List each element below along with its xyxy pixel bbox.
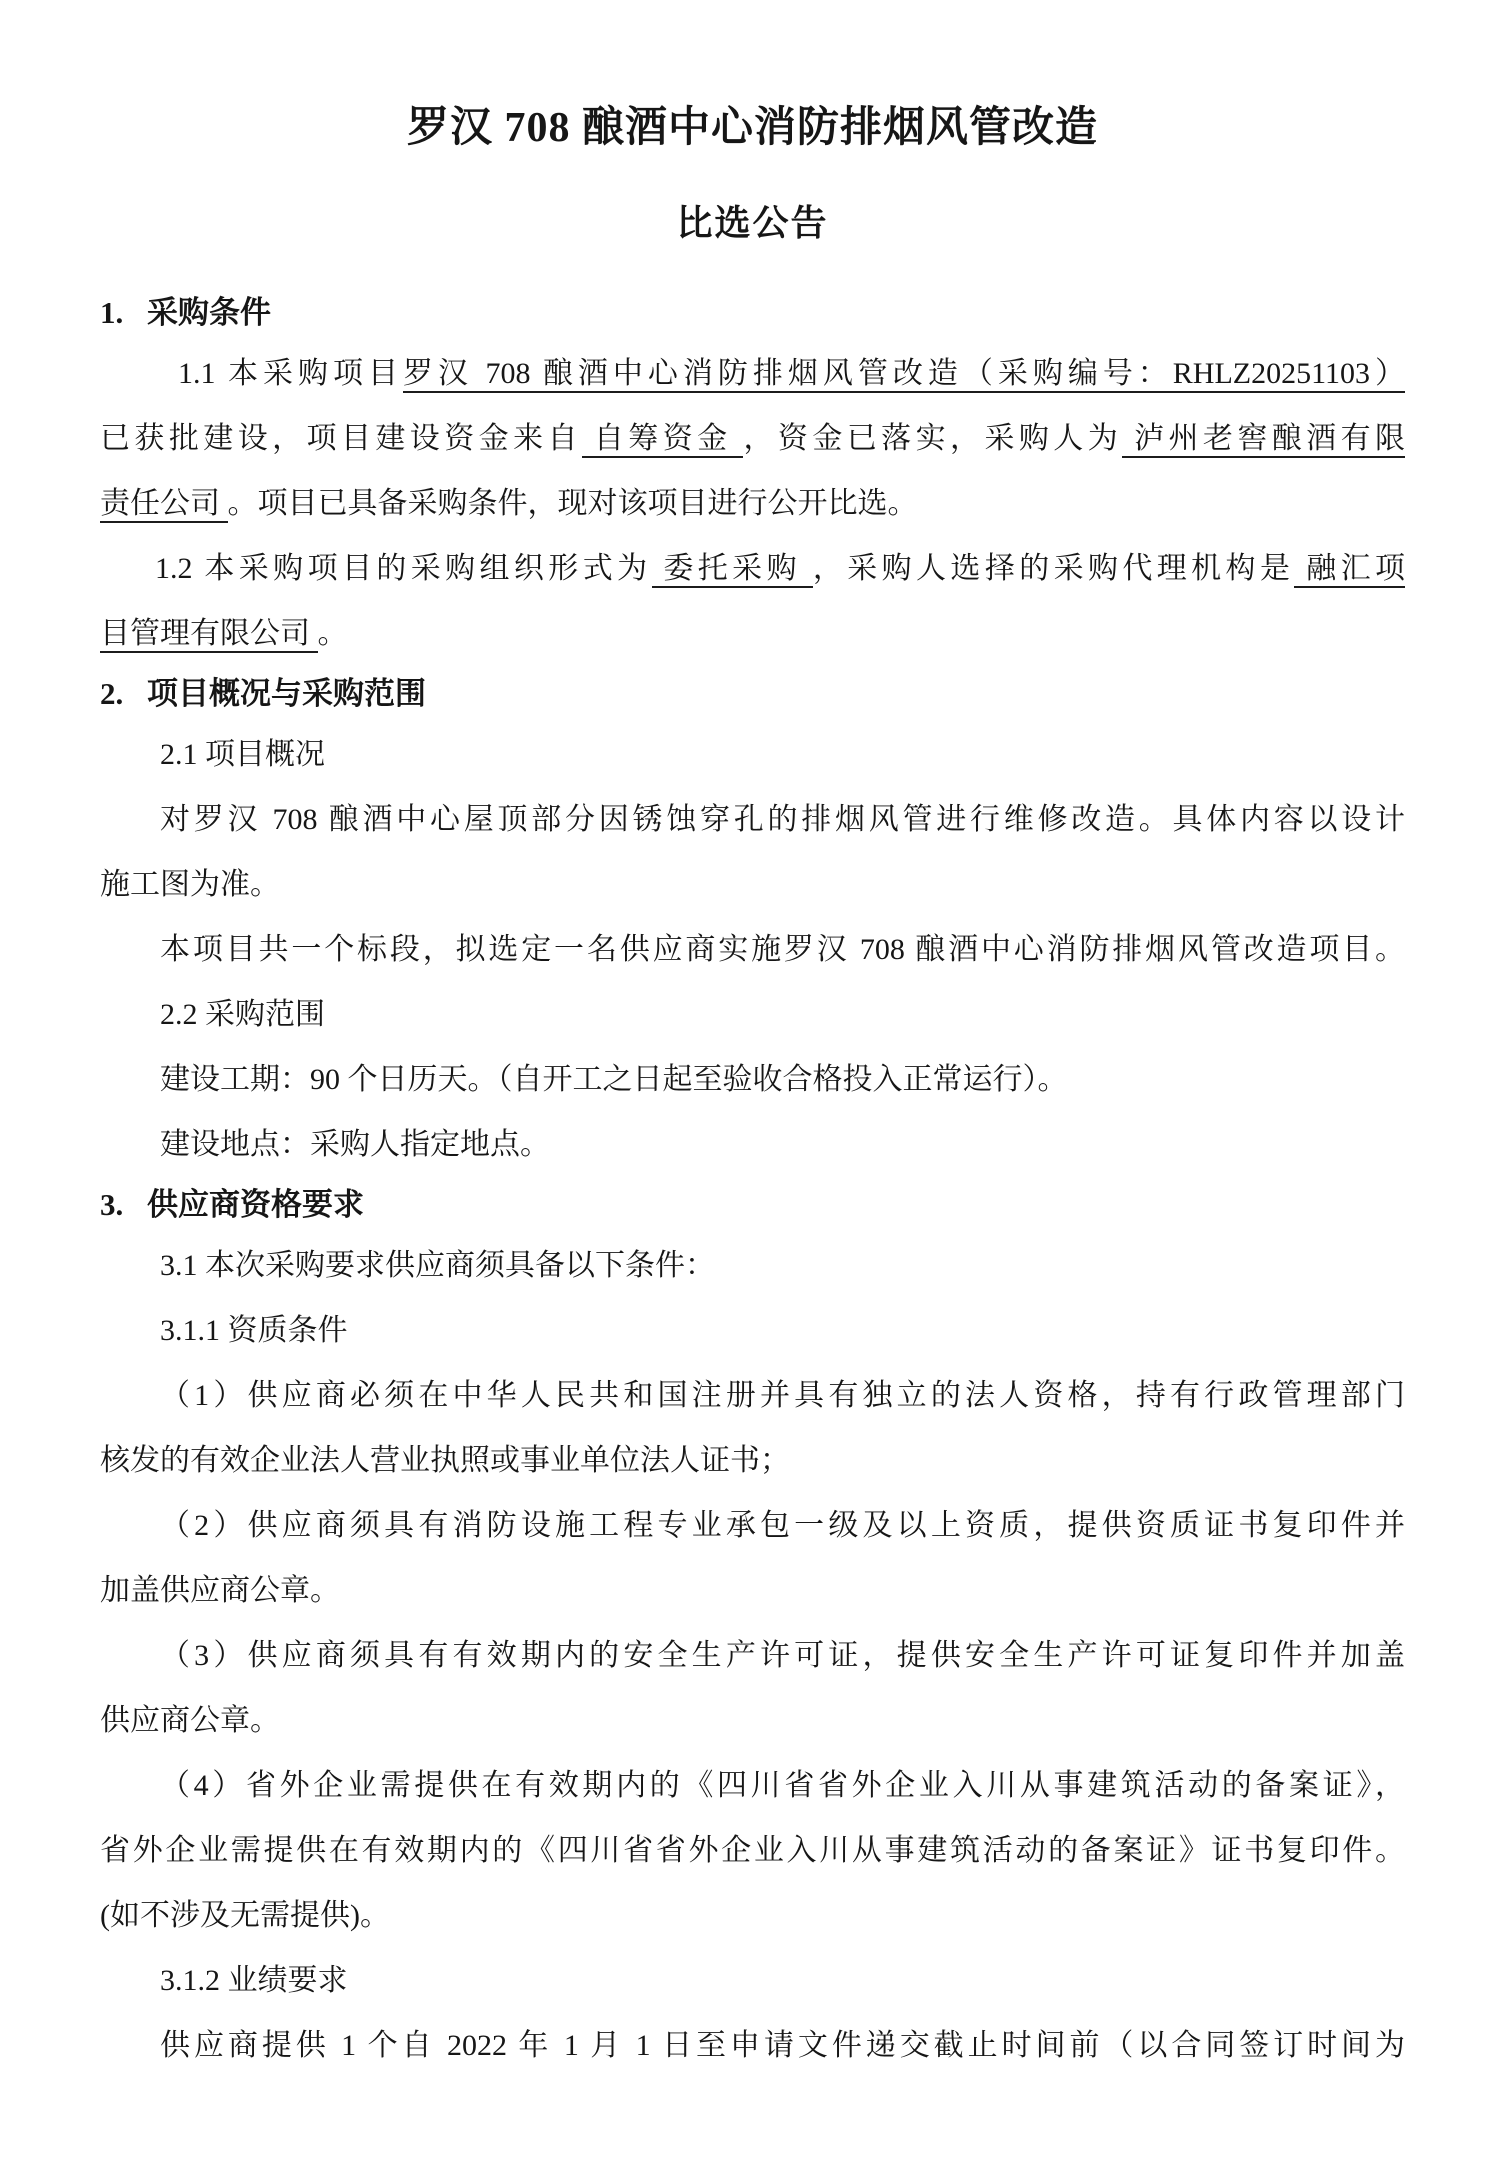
text-segment: 3.1.1 资质条件: [160, 1314, 348, 1347]
text-segment: 核发的有效企业法人营业执照或事业单位法人证书；: [100, 1444, 790, 1477]
text-segment: 施工图为准。: [100, 868, 280, 901]
document-subtitle: 比选公告: [676, 203, 829, 243]
text-segment: 2.2 采购范围: [160, 998, 325, 1031]
text-line: [100, 787, 1405, 852]
text-segment: 省外企业需提供在有效期内的《四川省省外企业入川从事建筑活动的备案证》证书复印件。: [100, 1834, 1405, 1867]
text-line: [100, 1688, 1405, 1753]
heading-number: 1.: [100, 295, 124, 330]
document-body: [100, 285, 1405, 2078]
text-line: [100, 1753, 1405, 1818]
text-line: [100, 601, 1405, 666]
text-line: [100, 1948, 1405, 2013]
text-segment: 供应商提供 1 个自 2022 年 1 月 1 日至申请文件递交截止时间前（以合同签订时间为: [160, 2029, 1405, 2062]
text-line: [100, 341, 1405, 406]
text-segment: ，资金已落实，采购人为: [743, 422, 1123, 455]
underlined-text: 融汇项: [1294, 552, 1405, 588]
text-segment: 加盖供应商公章。: [100, 1574, 340, 1607]
heading-text: 项目概况与采购范围: [147, 676, 426, 711]
text-segment: （2）供应商须具有消防设施工程专业承包一级及以上资质，提供资质证书复印件并: [160, 1509, 1405, 1542]
text-line: [100, 1298, 1405, 1363]
text-segment: （1）供应商必须在中华人民共和国注册并具有独立的法人资格，持有行政管理部门: [160, 1379, 1405, 1412]
text-segment: 1.1 本采购项目: [178, 357, 403, 390]
text-line: [100, 1558, 1405, 1623]
underlined-text: 责任公司: [100, 487, 228, 523]
heading-number: 3.: [100, 1187, 124, 1222]
underlined-text: 罗汉 708 酿酒中心消防排烟风管改造（采购编号：RHLZ20251103）: [403, 357, 1405, 393]
text-line: [100, 852, 1405, 917]
text-segment: 1.2 本采购项目的采购组织形式为: [155, 552, 652, 585]
text-line: [100, 722, 1405, 787]
text-line: [100, 1623, 1405, 1688]
section-heading: [100, 1177, 1405, 1233]
text-segment: 。: [317, 617, 348, 650]
text-line: [100, 1818, 1405, 1883]
heading-text: 供应商资格要求: [147, 1187, 364, 1222]
text-segment: 已获批建设，项目建设资金来自: [100, 422, 582, 455]
text-line: [100, 982, 1405, 1047]
text-segment: 对罗汉 708 酿酒中心屋顶部分因锈蚀穿孔的排烟风管进行维修改造。具体内容以设计: [160, 803, 1405, 836]
text-segment: 3.1 本次采购要求供应商须具备以下条件：: [160, 1249, 715, 1282]
underlined-text: 委托采购: [652, 552, 813, 588]
text-segment: 建设地点：采购人指定地点。: [160, 1128, 550, 1161]
heading-text: 采购条件: [147, 295, 271, 330]
text-segment: （3）供应商须具有有效期内的安全生产许可证，提供安全生产许可证复印件并加盖: [160, 1639, 1405, 1672]
text-segment: 3.1.2 业绩要求: [160, 1964, 348, 1997]
text-line: [100, 1112, 1405, 1177]
document-title: 罗汉 708 酿酒中心消防排烟风管改造: [406, 105, 1098, 151]
section-heading: [100, 285, 1405, 341]
text-line: [100, 2013, 1405, 2078]
text-line: [100, 1428, 1405, 1493]
underlined-text: 泸州老窖酿酒有限: [1122, 422, 1405, 458]
text-line: [100, 1883, 1405, 1948]
text-line: [100, 471, 1405, 536]
text-line: [100, 1233, 1405, 1298]
section-heading: [100, 666, 1405, 722]
text-segment: 供应商公章。: [100, 1704, 280, 1737]
underlined-text: 目管理有限公司: [100, 617, 318, 653]
text-segment: 2.1 项目概况: [160, 738, 325, 771]
heading-number: 2.: [100, 676, 124, 711]
text-segment: 本项目共一个标段，拟选定一名供应商实施罗汉 708 酿酒中心消防排烟风管改造项目。: [160, 933, 1405, 966]
text-line: [100, 1363, 1405, 1428]
text-segment: ，采购人选择的采购代理机构是: [812, 552, 1295, 585]
text-segment: （4）省外企业需提供在有效期内的《四川省省外企业入川从事建筑活动的备案证》，: [160, 1769, 1405, 1802]
text-segment: (如不涉及无需提供)。: [100, 1899, 390, 1932]
text-line: [100, 1047, 1405, 1112]
text-line: [100, 536, 1405, 601]
text-segment: 。项目已具备采购条件，现对该项目进行公开比选。: [227, 487, 918, 520]
text-line: [100, 406, 1405, 471]
text-line: [100, 917, 1405, 982]
text-segment: 建设工期：90 个日历天。（自开工之日起至验收合格投入正常运行）。: [160, 1063, 1068, 1096]
underlined-text: 自筹资金: [582, 422, 744, 458]
text-line: [100, 1493, 1405, 1558]
